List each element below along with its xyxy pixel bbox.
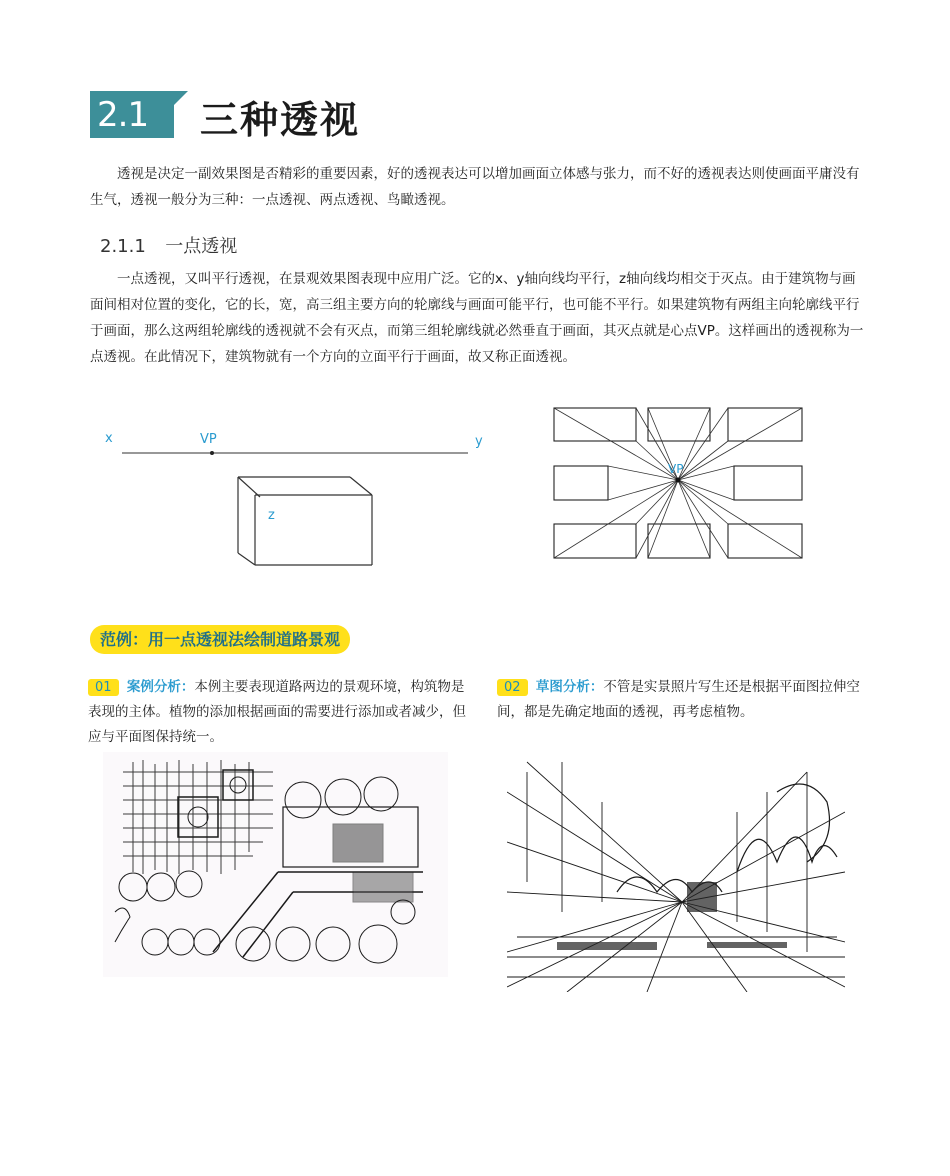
subsection-title: 一点透视 [165, 236, 238, 257]
case-analysis-column [88, 675, 468, 750]
step-number-02: 02 [497, 679, 528, 696]
sketch-analysis-column [497, 675, 872, 725]
intro-paragraph [90, 161, 865, 213]
vanishing-point-right [676, 478, 681, 483]
section-number-badge [90, 91, 174, 138]
example-banner: 范例：用一点透视法绘制道路景观 [90, 625, 350, 654]
intro-text: 透视是决定一副效果图是否精彩的重要因素，好的透视表达可以增加画面立体感与张力，而不好的透视表达则使画面平庸没有生气，透视一般分为三种：一点透视、两点透视、鸟瞰透视。 [90, 166, 860, 208]
vp-label-right: VP [668, 462, 684, 476]
sketch-analysis-key: 草图分析： [535, 679, 604, 695]
vp-label: VP [200, 432, 217, 447]
badge-corner-decoration [174, 91, 188, 105]
perspective-box-sketch [238, 477, 372, 565]
section-title: 三种透视 [200, 98, 361, 142]
body-text: 一点透视，又叫平行透视，在景观效果图表现中应用广泛。它的x、y轴向线均平行，z轴向线均相交于灭点。由于建筑物与画面间相对位置的变化，它的长，宽，高三组主要方向的轮廓线与画面可能平行，也可能不平行。如果建筑物有两组主向轮廓线平行于画面，那么这两组轮廓线的透视就不会有灭点，而第三组轮廓线就必然垂直于画面，其灭点就是心点VP。这样画出的透视称为一点透视。在此情况下，建筑物就有一个方向的立面平行于画面，故又称正面透视。 [90, 271, 864, 365]
y-axis-label: y [475, 434, 483, 449]
box-grid-sketch [554, 408, 802, 558]
z-axis-label: z [268, 508, 275, 523]
case-analysis-key: 案例分析： [126, 679, 195, 695]
vanishing-point [210, 451, 214, 455]
convergence-lines [554, 408, 802, 558]
street-perspective-sketch-image [507, 752, 845, 992]
vp-boxes-diagram [548, 400, 818, 570]
x-axis-label: x [105, 431, 113, 446]
subsection-number: 2.1.1 [100, 236, 146, 257]
one-point-axes-diagram [100, 425, 500, 585]
case-analysis-text: 本例主要表现道路两边的景观环境，构筑物是表现的主体。植物的添加根据画面的需要进行添加或者减少，但应与平面图保持统一。 [88, 679, 466, 745]
sketch-analysis-text: 不管是实景照片写生还是根据平面图拉伸空间，都是先确定地面的透视，再考虑植物。 [497, 679, 860, 720]
section-number: 2.1 [97, 95, 149, 135]
step-number-01: 01 [88, 679, 119, 696]
body-paragraph [90, 266, 865, 370]
subsection-heading [100, 232, 237, 258]
plan-sketch-image [103, 752, 448, 977]
